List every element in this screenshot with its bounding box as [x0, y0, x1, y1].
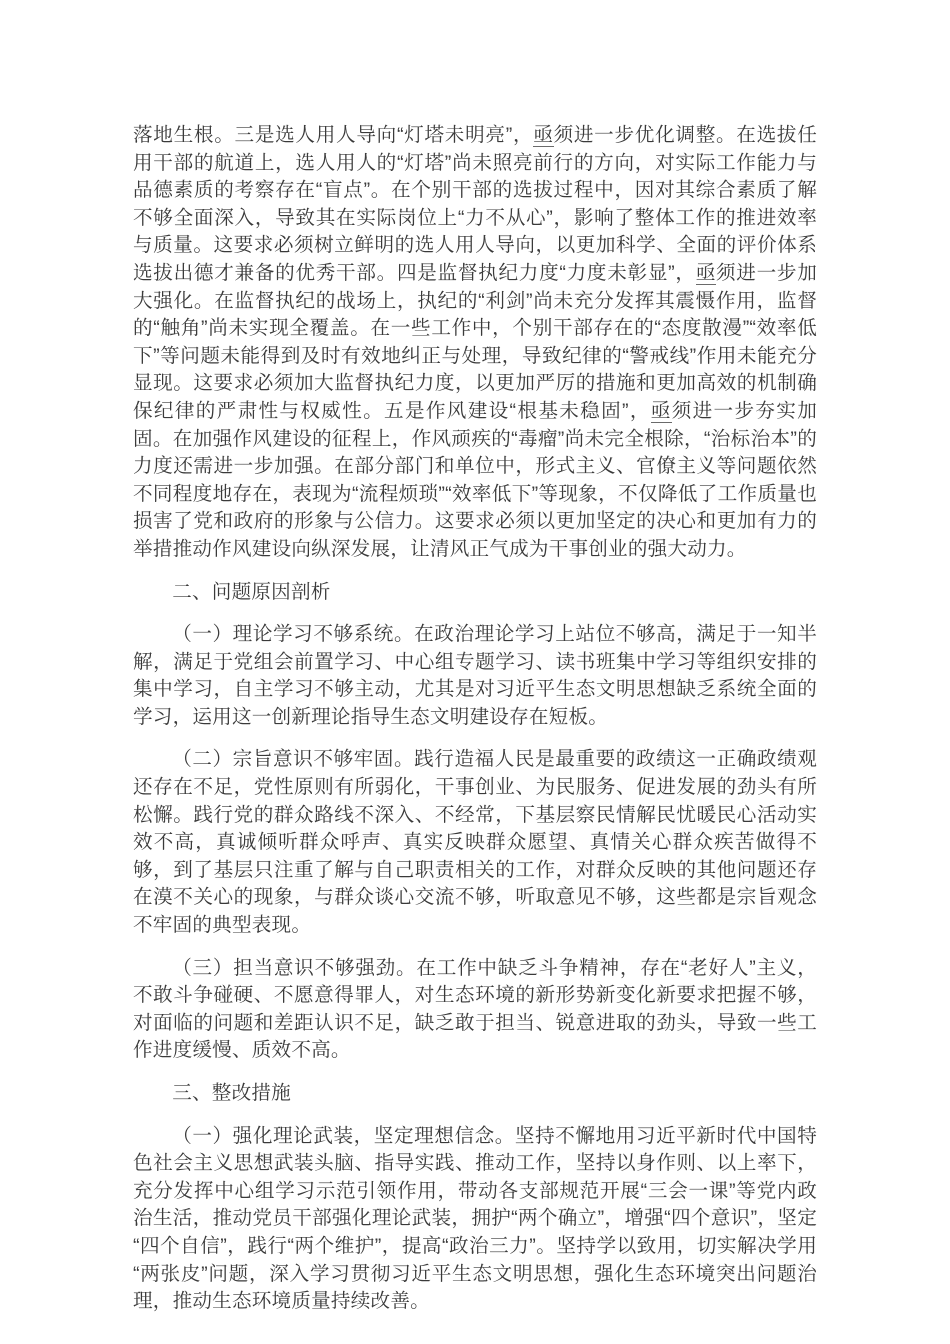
body-paragraph: （一）理论学习不够系统。在政治理论学习上站位不够高，满足于一知半解，满足于党组会前置学习、中心组专题学习、读书班集中学习等组织安排的集中学习，自主学习不够主动，尤其是对习近平生态文明思想缺乏系统全面的学习，运用这一创新理论指导生态文明建设存在短板。 [133, 623, 817, 728]
proofing-underline: 亟 [650, 399, 672, 422]
section-heading: 三、整改措施 [172, 1082, 291, 1104]
document-body [133, 122, 817, 1316]
body-paragraph: （二）宗旨意识不够牢固。践行造福人民是最重要的政绩这一正确政绩观还存在不足，党性原则有所弱化，干事创业、为民服务、促进发展的劲头有所松懈。践行党的群众路线不深入、不经常，下基层察民情解民忧暖民心活动实效不高，真诚倾听群众呼声、真实反映群众愿望、真情关心群众疾苦做得不够，到了基层只注重了解与自己职责相关的工作，对群众反映的其他问题还存在漠不关心的现象，与群众谈心交流不够，听取意见不够，这些都是宗旨观念不牢固的典型表现。 [133, 748, 817, 937]
proofing-underline: 亟 [533, 124, 554, 146]
body-paragraph: （三）担当意识不够强劲。在工作中缺乏斗争精神，存在“老好人”主义，不敢斗争碰硬、不愿意得罪人，对生态环境的新形势新变化新要求把握不够，对面临的问题和差距认识不足，缺乏敢于担当、锐意进取的劲头，导致一些工作进度缓慢、质效不高。 [133, 956, 817, 1062]
section-heading: 二、问题原因剖析 [172, 580, 331, 603]
proofing-underline: 亟 [695, 261, 716, 284]
body-paragraph: 落地生根。三是选人用人导向“灯塔未明亮”，亟须进一步优化调整。在选拔任用干部的航道上，选人用人的“灯塔”尚未照亮前行的方向，对实际工作能力与品德素质的考察存在“盲点”。在个别干部的选拔过程中，因对其综合素质了解不够全面深入，导致其在实际岗位上“力不从心”，影响了整体工作的推进效率与质量。这要求必须树立鲜明的选人用人导向，以更加科学、全面的评价体系选拔出德才兼备的优秀干部。四是监督执纪力度“力度未彰显”，亟须进一步加大强化。在监督执纪的战场上，执纪的“利剑”尚未充分发挥其震慑作用，监督的“触角”尚未实现全覆盖。在一些工作中，个别干部存在的“态度散漫”“效率低下”等问题未能得到及时有效地纠正与处理，导致纪律的“警戒线”作用未能充分显现。这要求必须加大监督执纪力度，以更加严厉的措施和更加高效的机制确保纪律的严肃性与权威性。五是作风建设“根基未稳固”，亟须进一步夯实加固。在加强作风建设的征程上，作风顽疾的“毒瘤”尚未完全根除，“治标治本”的力度还需进一步加强。在部分部门和单位中，形式主义、官僚主义等问题依然不同程度地存在，表现为“流程烦琐”“效率低下”等现象，不仅降低了工作质量也损害了党和政府的形象与公信力。这要求必须以更加坚定的决心和更加有力的举措推动作风建设向纵深发展，让清风正气成为干事创业的强大动力。 [133, 124, 818, 560]
body-paragraph: （一）强化理论武装，坚定理想信念。坚持不懈地用习近平新时代中国特色社会主义思想武装头脑、指导实践、推动工作，坚持以身作则、以上率下，充分发挥中心组学习示范引领作用，带动各支部规范开展“三会一课”等党内政治生活，推动党员干部强化理论武装，拥护“两个确立”，增强“四个意识”，坚定“四个自信”，践行“两个维护”，提高“政治三力”。坚持学以致用，切实解决学用“两张皮”问题，深入学习贯彻习近平生态文明思想，强化生态环境突出问题治理，推动生态环境质量持续改善。 [133, 1124, 817, 1313]
